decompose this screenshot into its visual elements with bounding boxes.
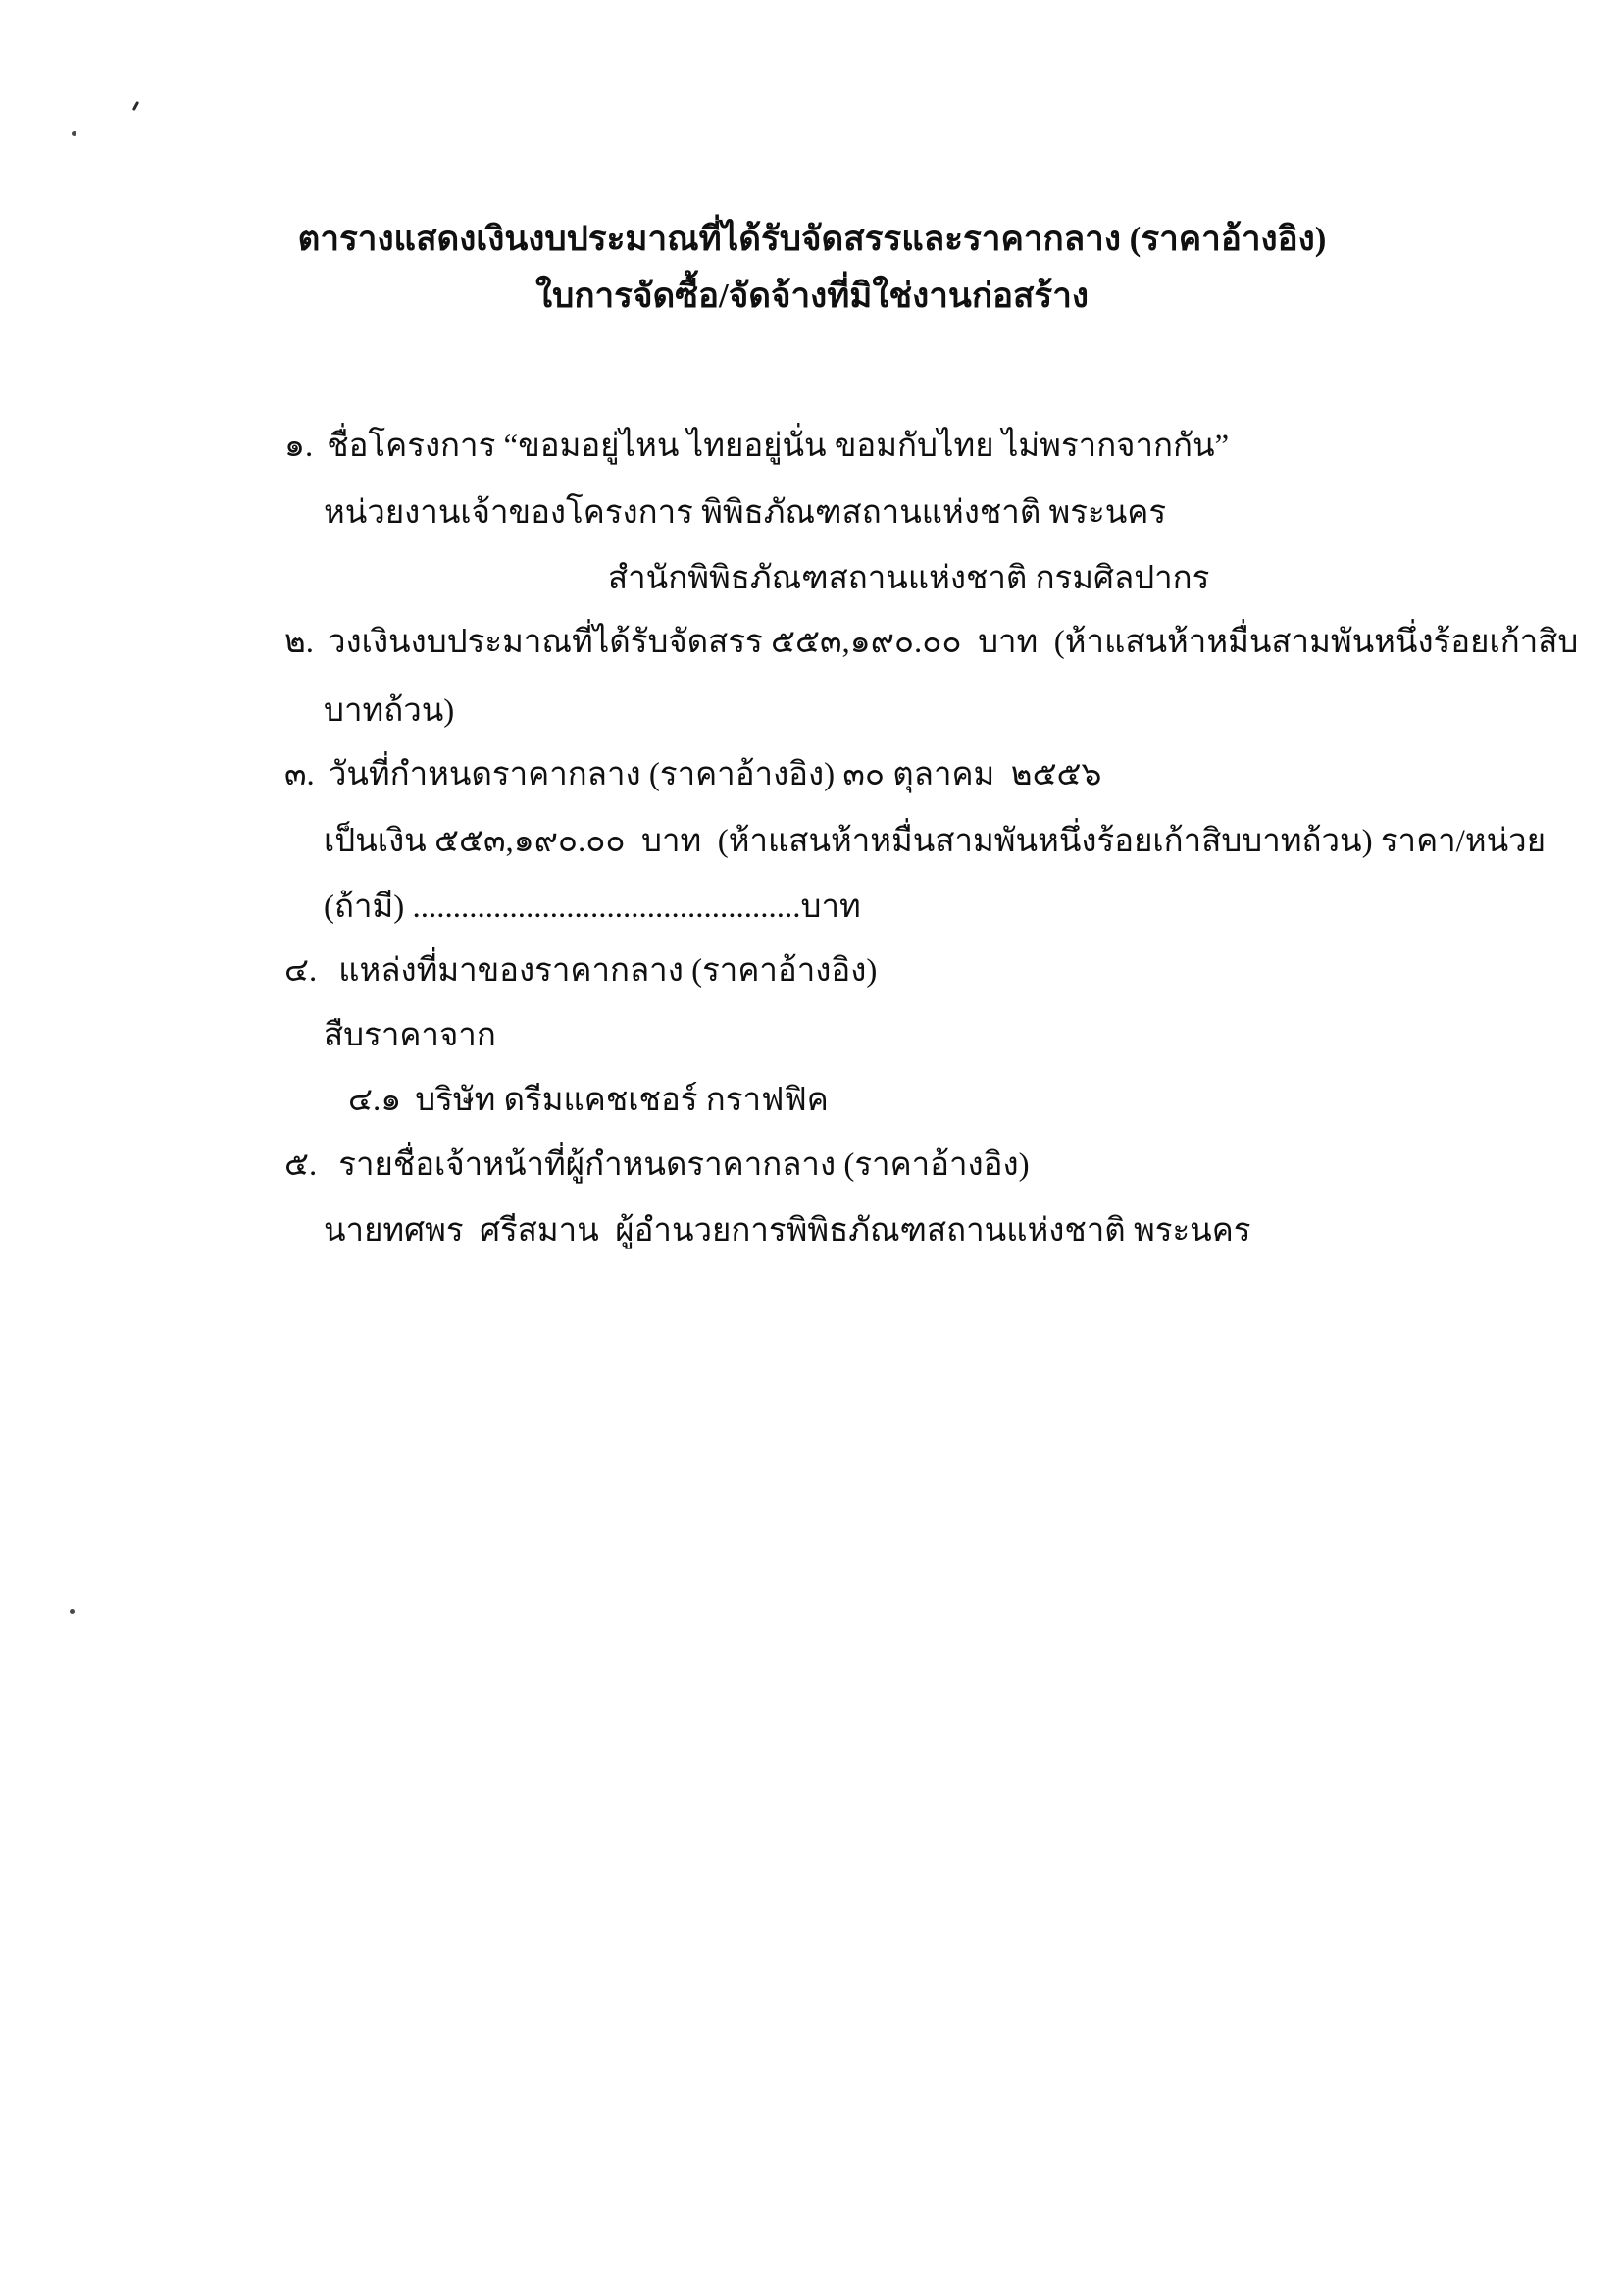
item-4-price-source bbox=[284, 953, 877, 989]
item-3-amount-line: เป็นเงิน ๕๕๓,๑๙๐.๐๐ บาท (ห้าแสนห้าหมื่นสามพันหนึ่งร้อยเก้าสิบบาทถ้วน) ราคา/หน่วย bbox=[324, 824, 1547, 859]
item-1-text: ชื่อโครงการ “ขอมอยู่ไหน ไทยอยู่นั่น ขอมกับไทย ไม่พรากจากกัน” bbox=[327, 429, 1230, 464]
item-3-number: ๓. bbox=[284, 757, 315, 792]
item-1-owner-agency: หน่วยงานเจ้าของโครงการ พิพิธภัณฑสถานแห่งชาติ พระนคร bbox=[324, 495, 1167, 531]
item-4-1-number: ๔.๑ bbox=[348, 1083, 402, 1118]
document-title-line-2: ใบการจัดซื้อ/จัดจ้างที่มิใช่งานก่อสร้าง bbox=[535, 277, 1089, 315]
item-5-number: ๕. bbox=[284, 1147, 318, 1183]
item-2-number: ๒. bbox=[284, 625, 315, 660]
item-3-text: วันที่กำหนดราคากลาง (ราคาอ้างอิง) ๓๐ ตุลาคม ๒๕๕๖ bbox=[328, 757, 1102, 792]
item-2-text: วงเงินงบประมาณที่ได้รับจัดสรร ๕๕๓,๑๙๐.๐๐ บาท (ห้าแสนห้าหมื่นสามพันหนึ่งร้อยเก้าสิบ bbox=[328, 625, 1579, 660]
item-5-officials bbox=[284, 1147, 1030, 1183]
item-3-fill-in-line: (ถ้ามี) ................................................บาท bbox=[324, 890, 861, 925]
item-1-number: ๑. bbox=[284, 429, 314, 464]
item-2-budget-amount bbox=[284, 625, 1578, 660]
item-1-project-name bbox=[284, 429, 1229, 464]
scan-speckle bbox=[72, 131, 76, 136]
item-5-official-name: นายทศพร ศรีสมาน ผู้อำนวยการพิพิธภัณฑสถานแห่งชาติ พระนคร bbox=[324, 1213, 1251, 1248]
item-4-number: ๔. bbox=[284, 953, 318, 989]
document-title-line-1: ตารางแสดงเงินงบประมาณที่ได้รับจัดสรรและราคากลาง (ราคาอ้างอิง) bbox=[297, 220, 1327, 258]
item-5-text: รายชื่อเจ้าหน้าที่ผู้กำหนดราคากลาง (ราคาอ้างอิง) bbox=[338, 1147, 1030, 1183]
item-4-1-company bbox=[348, 1083, 829, 1118]
item-3-price-date bbox=[284, 757, 1101, 792]
scan-speckle bbox=[70, 1609, 75, 1614]
item-4-source-lead-in: สืบราคาจาก bbox=[324, 1018, 496, 1053]
item-4-text: แหล่งที่มาของราคากลาง (ราคาอ้างอิง) bbox=[338, 953, 878, 989]
item-2-amount-continuation: บาทถ้วน) bbox=[324, 693, 455, 729]
item-4-1-text: บริษัท ดรีมแคชเชอร์ กราฟฟิค bbox=[415, 1083, 829, 1118]
scan-speckle bbox=[132, 101, 139, 111]
item-1-office-department: สำนักพิพิธภัณฑสถานแห่งชาติ กรมศิลปากร bbox=[608, 561, 1210, 596]
